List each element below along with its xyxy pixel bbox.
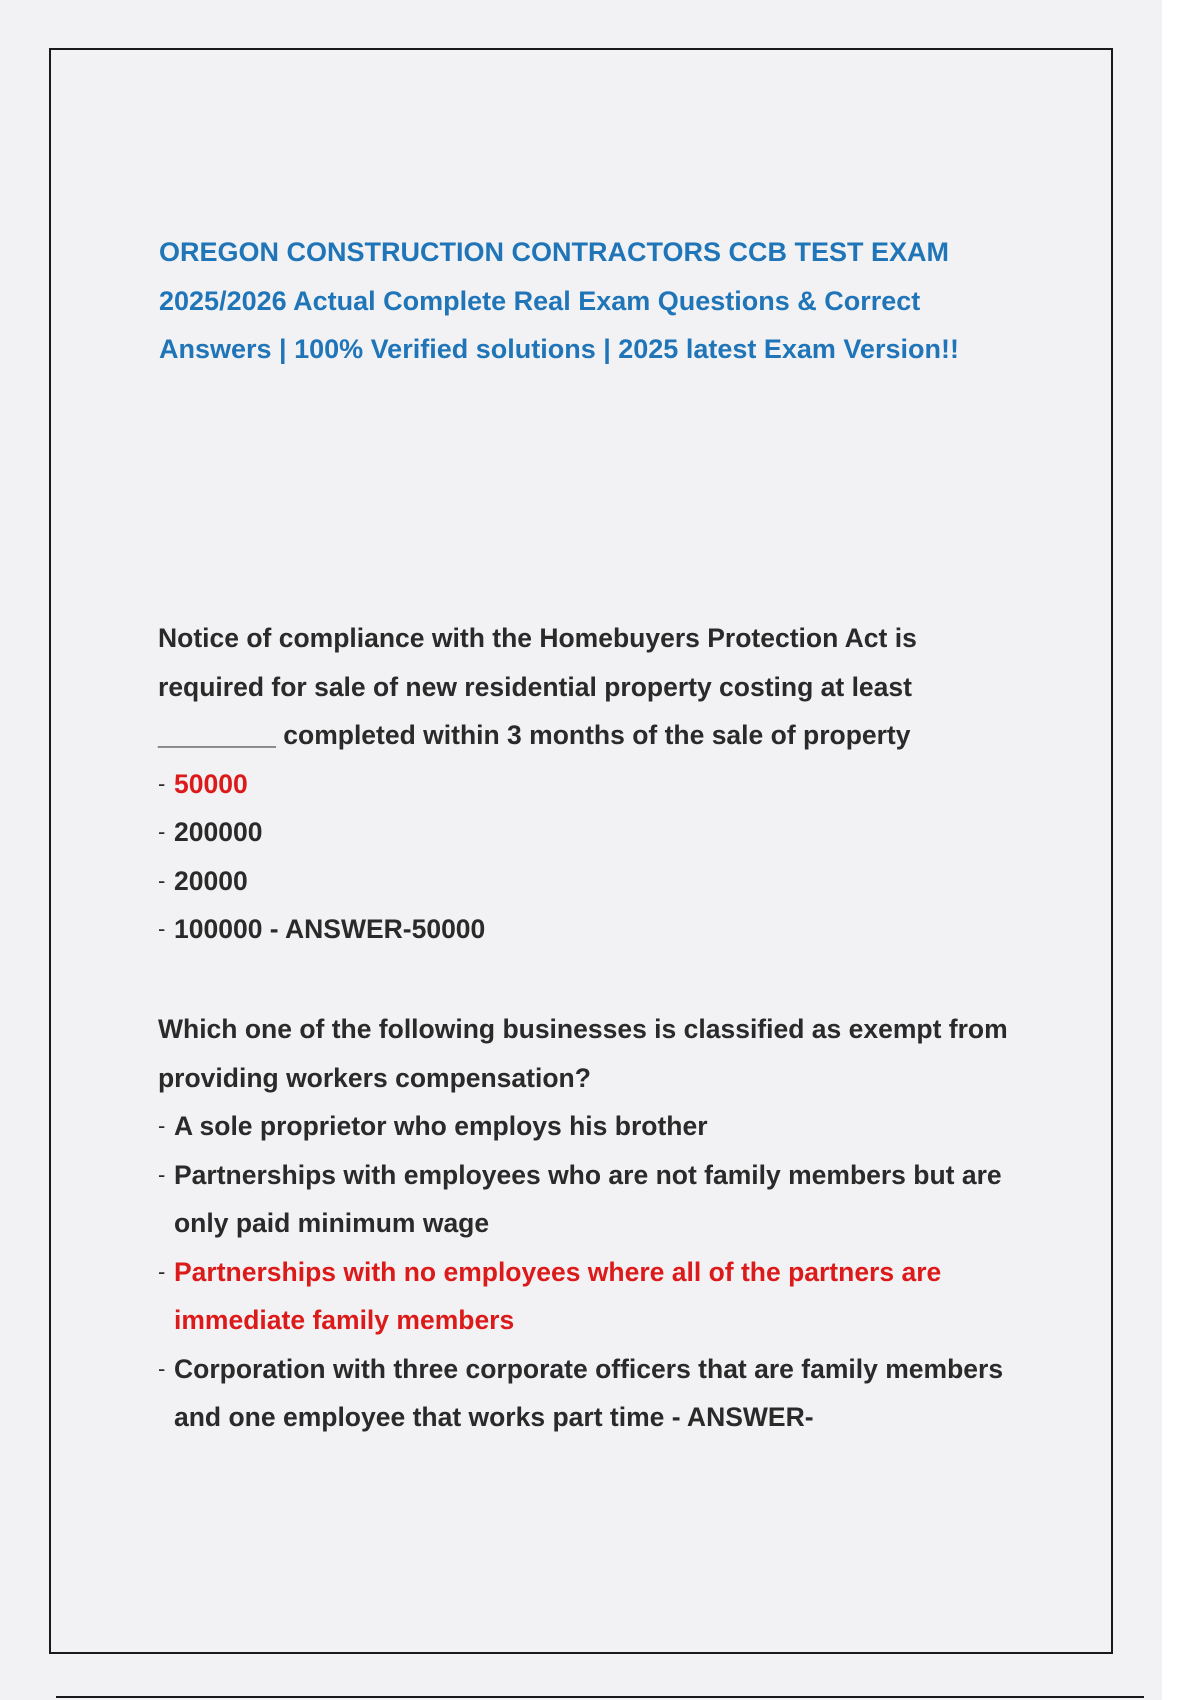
option-text: Partnerships with employees who are not family members but are only paid minimum wage [174,1159,1002,1238]
question-2-option-with-answer [158,1345,1028,1442]
viewer-right-margin [1162,0,1200,1700]
bullet-dash: - [158,819,166,844]
question-2-option [158,1151,1028,1248]
bullet-dash: - [158,867,166,893]
option-text: 100000 - ANSWER-50000 [174,914,486,944]
question-2-option [158,1102,1028,1151]
question-1-option [158,857,1028,906]
bullet-dash: - [158,1161,166,1187]
question-2-stem: Which one of the following businesses is classified as exempt from providing workers compensation? [158,1014,1008,1093]
next-page-edge [56,1696,1144,1698]
bullet-dash: - [158,1258,166,1284]
option-text: 20000 [174,865,248,896]
option-text: A sole proprietor who employs his brother [174,1111,708,1141]
bullet-dash: - [158,1355,166,1381]
question-1 [158,614,1028,954]
document-title: OREGON CONSTRUCTION CONTRACTORS CCB TEST EXAM 2025/2026 Actual Complete Real Exam Questions & Correct Answers | 100% Verified solutions | 2025 latest Exam Version!! [159,237,959,364]
question-1-option-with-answer [158,905,1028,954]
option-text: Partnerships with no employees where all of the partners are immediate family members [174,1256,942,1335]
option-text: 200000 [174,817,263,847]
question-1-option [158,808,1028,857]
question-2-option-correct [158,1248,1028,1345]
question-1-option-correct [158,760,1028,809]
bullet-dash: - [158,770,166,796]
option-text: Corporation with three corporate officers that are family members and one employee that works part time - ANSWER- [174,1353,1004,1432]
question-1-options [158,760,1028,954]
bullet-dash: - [158,1113,166,1138]
question-2 [158,1005,1028,1442]
question-2-options [158,1102,1028,1442]
option-text: 50000 [174,768,248,799]
bullet-dash: - [158,916,166,941]
question-1-stem: Notice of compliance with the Homebuyers Protection Act is required for sale of new residential property costing at least ________ completed within 3 months of the sale of property [158,623,917,750]
